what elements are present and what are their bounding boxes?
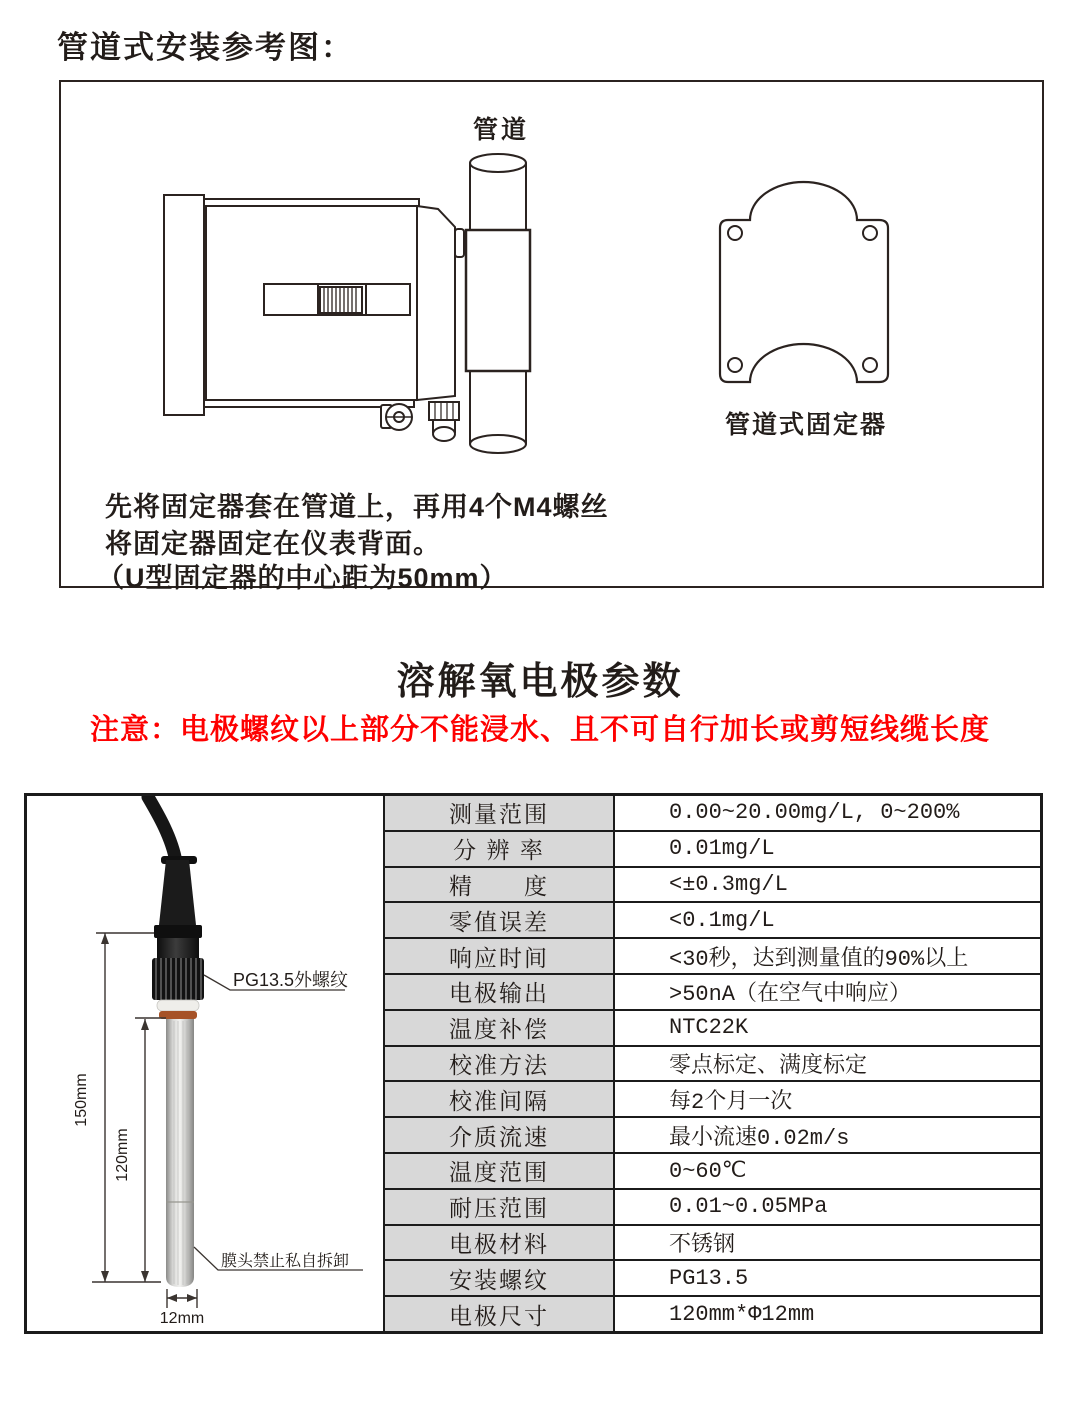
- spec-label: 电极材料: [385, 1226, 615, 1260]
- meter-drawing: [164, 195, 464, 441]
- spec-value: 0.00~20.00mg/L, 0~200%: [669, 800, 960, 826]
- spec-value: 120mm*Φ12mm: [669, 1301, 815, 1327]
- steel-shaft: [166, 1019, 194, 1287]
- pg-thread: [152, 958, 204, 1000]
- spec-label: 分 辨 率: [385, 832, 615, 866]
- install-instruction-line: （U型固定器的中心距为50mm）: [97, 563, 508, 593]
- screw-hole: [728, 226, 742, 240]
- spec-value: >50nA（在空气中响应）: [669, 982, 912, 1008]
- table-row: [385, 903, 1040, 939]
- pipe-install-diagram-box: [59, 80, 1044, 593]
- table-row: [385, 796, 1040, 832]
- page-title: 管道式安装参考图：: [57, 30, 354, 65]
- spec-value: 每2个月一次: [669, 1089, 793, 1115]
- table-row: [385, 975, 1040, 1011]
- spec-value: PG13.5: [669, 1265, 749, 1291]
- pipe-label: 管道: [473, 116, 530, 144]
- warning-text: 注意：电极螺纹以上部分不能浸水、且不可自行加长或剪短线缆长度: [89, 714, 990, 746]
- connector-cap: [154, 925, 202, 938]
- spec-value: 0.01mg/L: [669, 836, 775, 862]
- spec-value: <30秒，达到测量值的90%以上: [669, 946, 969, 972]
- dim-150mm: [92, 933, 161, 1282]
- table-row: [385, 832, 1040, 868]
- ribbed-knob: [320, 287, 362, 313]
- membrane-callout-label: 膜头禁止私自拆卸: [221, 1253, 350, 1270]
- spec-value: 最小流速0.02m/s: [669, 1125, 850, 1151]
- dim-120mm: [135, 1018, 166, 1282]
- electrode-spec-box: [24, 793, 1043, 1334]
- dim-12mm-label: 12mm: [159, 1310, 205, 1327]
- table-row: [385, 1190, 1040, 1226]
- table-row: [385, 1297, 1040, 1331]
- section-title: 溶解氧电极参数: [396, 661, 684, 703]
- spec-value: NTC22K: [669, 1015, 749, 1041]
- dim-150mm-label: 150mm: [73, 1073, 90, 1127]
- dim-120mm-label: 120mm: [114, 1128, 131, 1182]
- spec-label: 零值误差: [385, 903, 615, 937]
- spec-label: 校准方法: [385, 1047, 615, 1081]
- connector-body: [157, 938, 199, 958]
- screw-hole: [863, 358, 877, 372]
- spec-label: 校准间隔: [385, 1082, 615, 1116]
- screw-hole: [728, 358, 742, 372]
- spec-value: <±0.3mg/L: [669, 871, 788, 897]
- spec-label: 介质流速: [385, 1118, 615, 1152]
- spec-value: 0.01~0.05MPa: [669, 1194, 828, 1220]
- table-row: [385, 1261, 1040, 1297]
- connector-boot: [159, 860, 196, 925]
- table-row: [385, 939, 1040, 975]
- fixture-label: 管道式固定器: [725, 411, 888, 439]
- install-instruction-line: 将固定器固定在仪表背面。: [105, 529, 441, 559]
- spec-label: 耐压范围: [385, 1190, 615, 1224]
- spec-label: 电极尺寸: [385, 1297, 615, 1331]
- spec-label: 电极输出: [385, 975, 615, 1009]
- thread-callout-label: PG13.5外螺纹: [233, 970, 349, 990]
- table-row: [385, 1154, 1040, 1190]
- table-row: [385, 1226, 1040, 1262]
- table-row: [385, 1118, 1040, 1154]
- spec-label: 响应时间: [385, 939, 615, 973]
- spec-label: 测量范围: [385, 796, 615, 830]
- spec-value: 零点标定、满度标定: [669, 1053, 868, 1079]
- spec-label: 精 度: [385, 868, 615, 902]
- white-ring: [157, 1000, 199, 1011]
- screw-hole: [863, 226, 877, 240]
- electrode-photo: [27, 796, 383, 1331]
- spec-label: 温度范围: [385, 1154, 615, 1188]
- fixture-drawing: [720, 182, 888, 382]
- spec-value: <0.1mg/L: [669, 907, 775, 933]
- spec-value: 不锈钢: [669, 1232, 736, 1258]
- spec-label: 安装螺纹: [385, 1261, 615, 1295]
- table-row: [385, 868, 1040, 904]
- cable-gland: [429, 402, 459, 441]
- sensor-cable: [148, 797, 176, 862]
- table-row: [385, 1011, 1040, 1047]
- table-row: [385, 1082, 1040, 1118]
- spec-table: [383, 796, 1040, 1331]
- spec-value: 0~60℃: [669, 1158, 747, 1184]
- pipe-clamp-band: [466, 230, 530, 371]
- install-instruction-line: 先将固定器套在管道上，再用4个M4螺丝: [105, 492, 609, 522]
- spec-label: 温度补偿: [385, 1011, 615, 1045]
- table-row: [385, 1047, 1040, 1083]
